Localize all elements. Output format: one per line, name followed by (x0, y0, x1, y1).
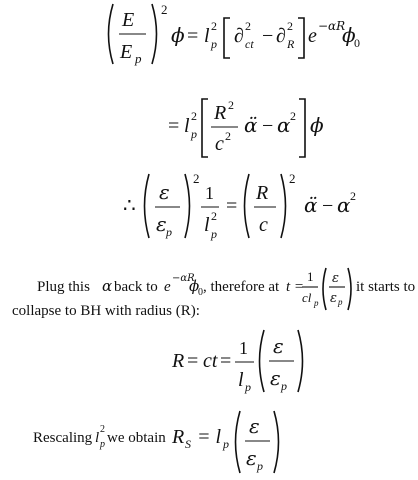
paragraph-2 (33, 411, 279, 473)
eq1-subscript-p: p (135, 51, 142, 66)
eq2-equals: = (168, 115, 180, 137)
eq3-l-sup: 2 (211, 209, 217, 223)
eq3-exponent-2: 2 (193, 171, 200, 186)
right-paren (152, 4, 157, 64)
p2-eq-sub: p (223, 437, 229, 451)
eq1-denominator-E: E (120, 41, 133, 63)
therefore-symbol: ∴ (123, 195, 136, 217)
p1-therefore: , therefore at (203, 279, 280, 295)
eq1-exp-sup: −αR (318, 19, 346, 33)
p2-l: l (95, 430, 100, 446)
p1-exp-sup: −αR (172, 273, 195, 284)
p2-l-sup: 2 (100, 424, 105, 435)
eq1-l-sub: p (211, 37, 217, 51)
paragraph-1 (12, 268, 415, 319)
eq1-phi0: ϕ (342, 23, 356, 47)
right-paren (185, 174, 190, 238)
equation-4 (171, 330, 303, 394)
p1-t-equals: t = (286, 279, 305, 295)
p2-epsilon-p: ε (246, 446, 257, 470)
p1-epsilon-p-sub: p (338, 297, 343, 307)
eq1-equals: = (187, 25, 199, 47)
eq4-equals-2: = (220, 350, 232, 372)
eq2-denominator-c: c (215, 133, 224, 155)
eq3-l: l (204, 214, 210, 236)
left-paren (109, 4, 114, 64)
equation-2 (168, 98, 324, 157)
eq3-equals: = (226, 195, 238, 217)
eq3-denominator-epsilon: ε (156, 212, 167, 236)
p1-epsilon-p: ε (330, 291, 337, 306)
eq2-alpha: α (277, 113, 291, 137)
eq1-l-sup: 2 (211, 19, 217, 33)
eq3-one: 1 (205, 183, 214, 203)
eq2-denominator-sup: 2 (225, 129, 231, 143)
p2-eq: = l (197, 426, 222, 448)
eq1-minus: − (262, 25, 274, 47)
eq4-equals: = (187, 350, 199, 372)
eq3-alpha-ddot: α̈ (304, 193, 318, 217)
eq2-l-sup: 2 (191, 109, 197, 123)
eq3-alpha-sup: 2 (350, 189, 356, 203)
eq2-alpha-sup: 2 (290, 109, 296, 123)
right-bracket (298, 18, 304, 58)
right-paren (298, 330, 303, 392)
p2-right-paren (274, 411, 279, 473)
eq1-numerator-E: E (122, 9, 135, 31)
left-bracket (224, 18, 230, 58)
p1-alpha: α (102, 277, 113, 295)
eq3-exponent-2b: 2 (289, 171, 296, 186)
eq1-l: l (204, 25, 210, 47)
right-paren-2 (281, 174, 286, 238)
eq1-exponent-2: 2 (161, 2, 168, 17)
eq2-l: l (184, 115, 190, 137)
eq4-one: 1 (239, 338, 248, 358)
eq1-partial-1-sup: 2 (245, 19, 251, 33)
eq4-R: R (172, 350, 185, 372)
eq2-phi: ϕ (310, 113, 324, 137)
eq1-phi0-sub: 0 (354, 36, 360, 50)
eq1-partial-1-sub: ct (245, 37, 254, 51)
eq1-partial-1: ∂ (234, 25, 244, 47)
p1-denominator-sub: p (314, 298, 319, 308)
p1-phi: ϕ (189, 277, 200, 295)
p1-right-paren (348, 268, 351, 310)
p1-phi-sub: 0 (198, 287, 203, 298)
p1-line2: collapse to BH with radius (R): (12, 303, 200, 319)
eq4-l: l (238, 369, 244, 391)
eq3-numerator-R: R (256, 182, 269, 204)
eq4-epsilon-p-sub: p (281, 379, 287, 393)
p2-lead: Rescaling (33, 430, 93, 446)
left-paren-2 (245, 174, 250, 238)
eq4-epsilon: ε (273, 334, 284, 358)
eq1-partial-2-sub: R (287, 37, 295, 51)
eq3-alpha: α (337, 193, 351, 217)
eq3-minus: − (322, 195, 334, 217)
eq2-numerator-sup: 2 (228, 98, 234, 112)
p1-tail: it starts to (356, 279, 416, 295)
p2-epsilon-p-sub: p (257, 459, 263, 473)
eq2-alpha-ddot: α̈ (244, 113, 258, 137)
p2-left-paren (236, 411, 241, 473)
p2-Rs: R (172, 426, 185, 448)
eq4-l-sub: p (245, 380, 251, 394)
p1-one: 1 (307, 269, 314, 284)
eq1-exp-e: e (308, 25, 317, 47)
eq3-denominator-sub: p (166, 225, 172, 239)
eq2-numerator-R: R (214, 102, 227, 124)
eq1-partial-2: ∂ (276, 25, 286, 47)
p2-l-sub: p (100, 439, 105, 450)
p2-tail: we obtain (107, 430, 166, 446)
eq3-l-sub: p (211, 227, 217, 241)
p1-left-paren (323, 268, 326, 310)
eq2-l-sub: p (191, 127, 197, 141)
p1-back-to: back to (114, 279, 158, 295)
eq4-epsilon-p: ε (270, 366, 281, 390)
equation-1 (109, 2, 361, 66)
eq1-partial-2-sup: 2 (287, 19, 293, 33)
p1-lead: Plug this (37, 279, 90, 295)
eq4-ct: ct (203, 350, 218, 372)
eq3-denominator-c: c (259, 214, 268, 236)
p1-exp-e: e (164, 279, 171, 295)
left-paren (260, 330, 265, 392)
p2-Rs-sub: S (185, 437, 191, 451)
eq2-minus: − (262, 115, 274, 137)
left-bracket (202, 99, 208, 157)
right-bracket (299, 99, 305, 157)
p1-denominator: cl (302, 290, 312, 305)
left-paren (145, 174, 150, 238)
eq1-phi: ϕ (171, 23, 185, 47)
p1-epsilon: ε (332, 271, 339, 286)
eq3-numerator-epsilon: ε (159, 180, 170, 204)
equation-3 (123, 171, 356, 241)
p2-epsilon: ε (249, 414, 260, 438)
